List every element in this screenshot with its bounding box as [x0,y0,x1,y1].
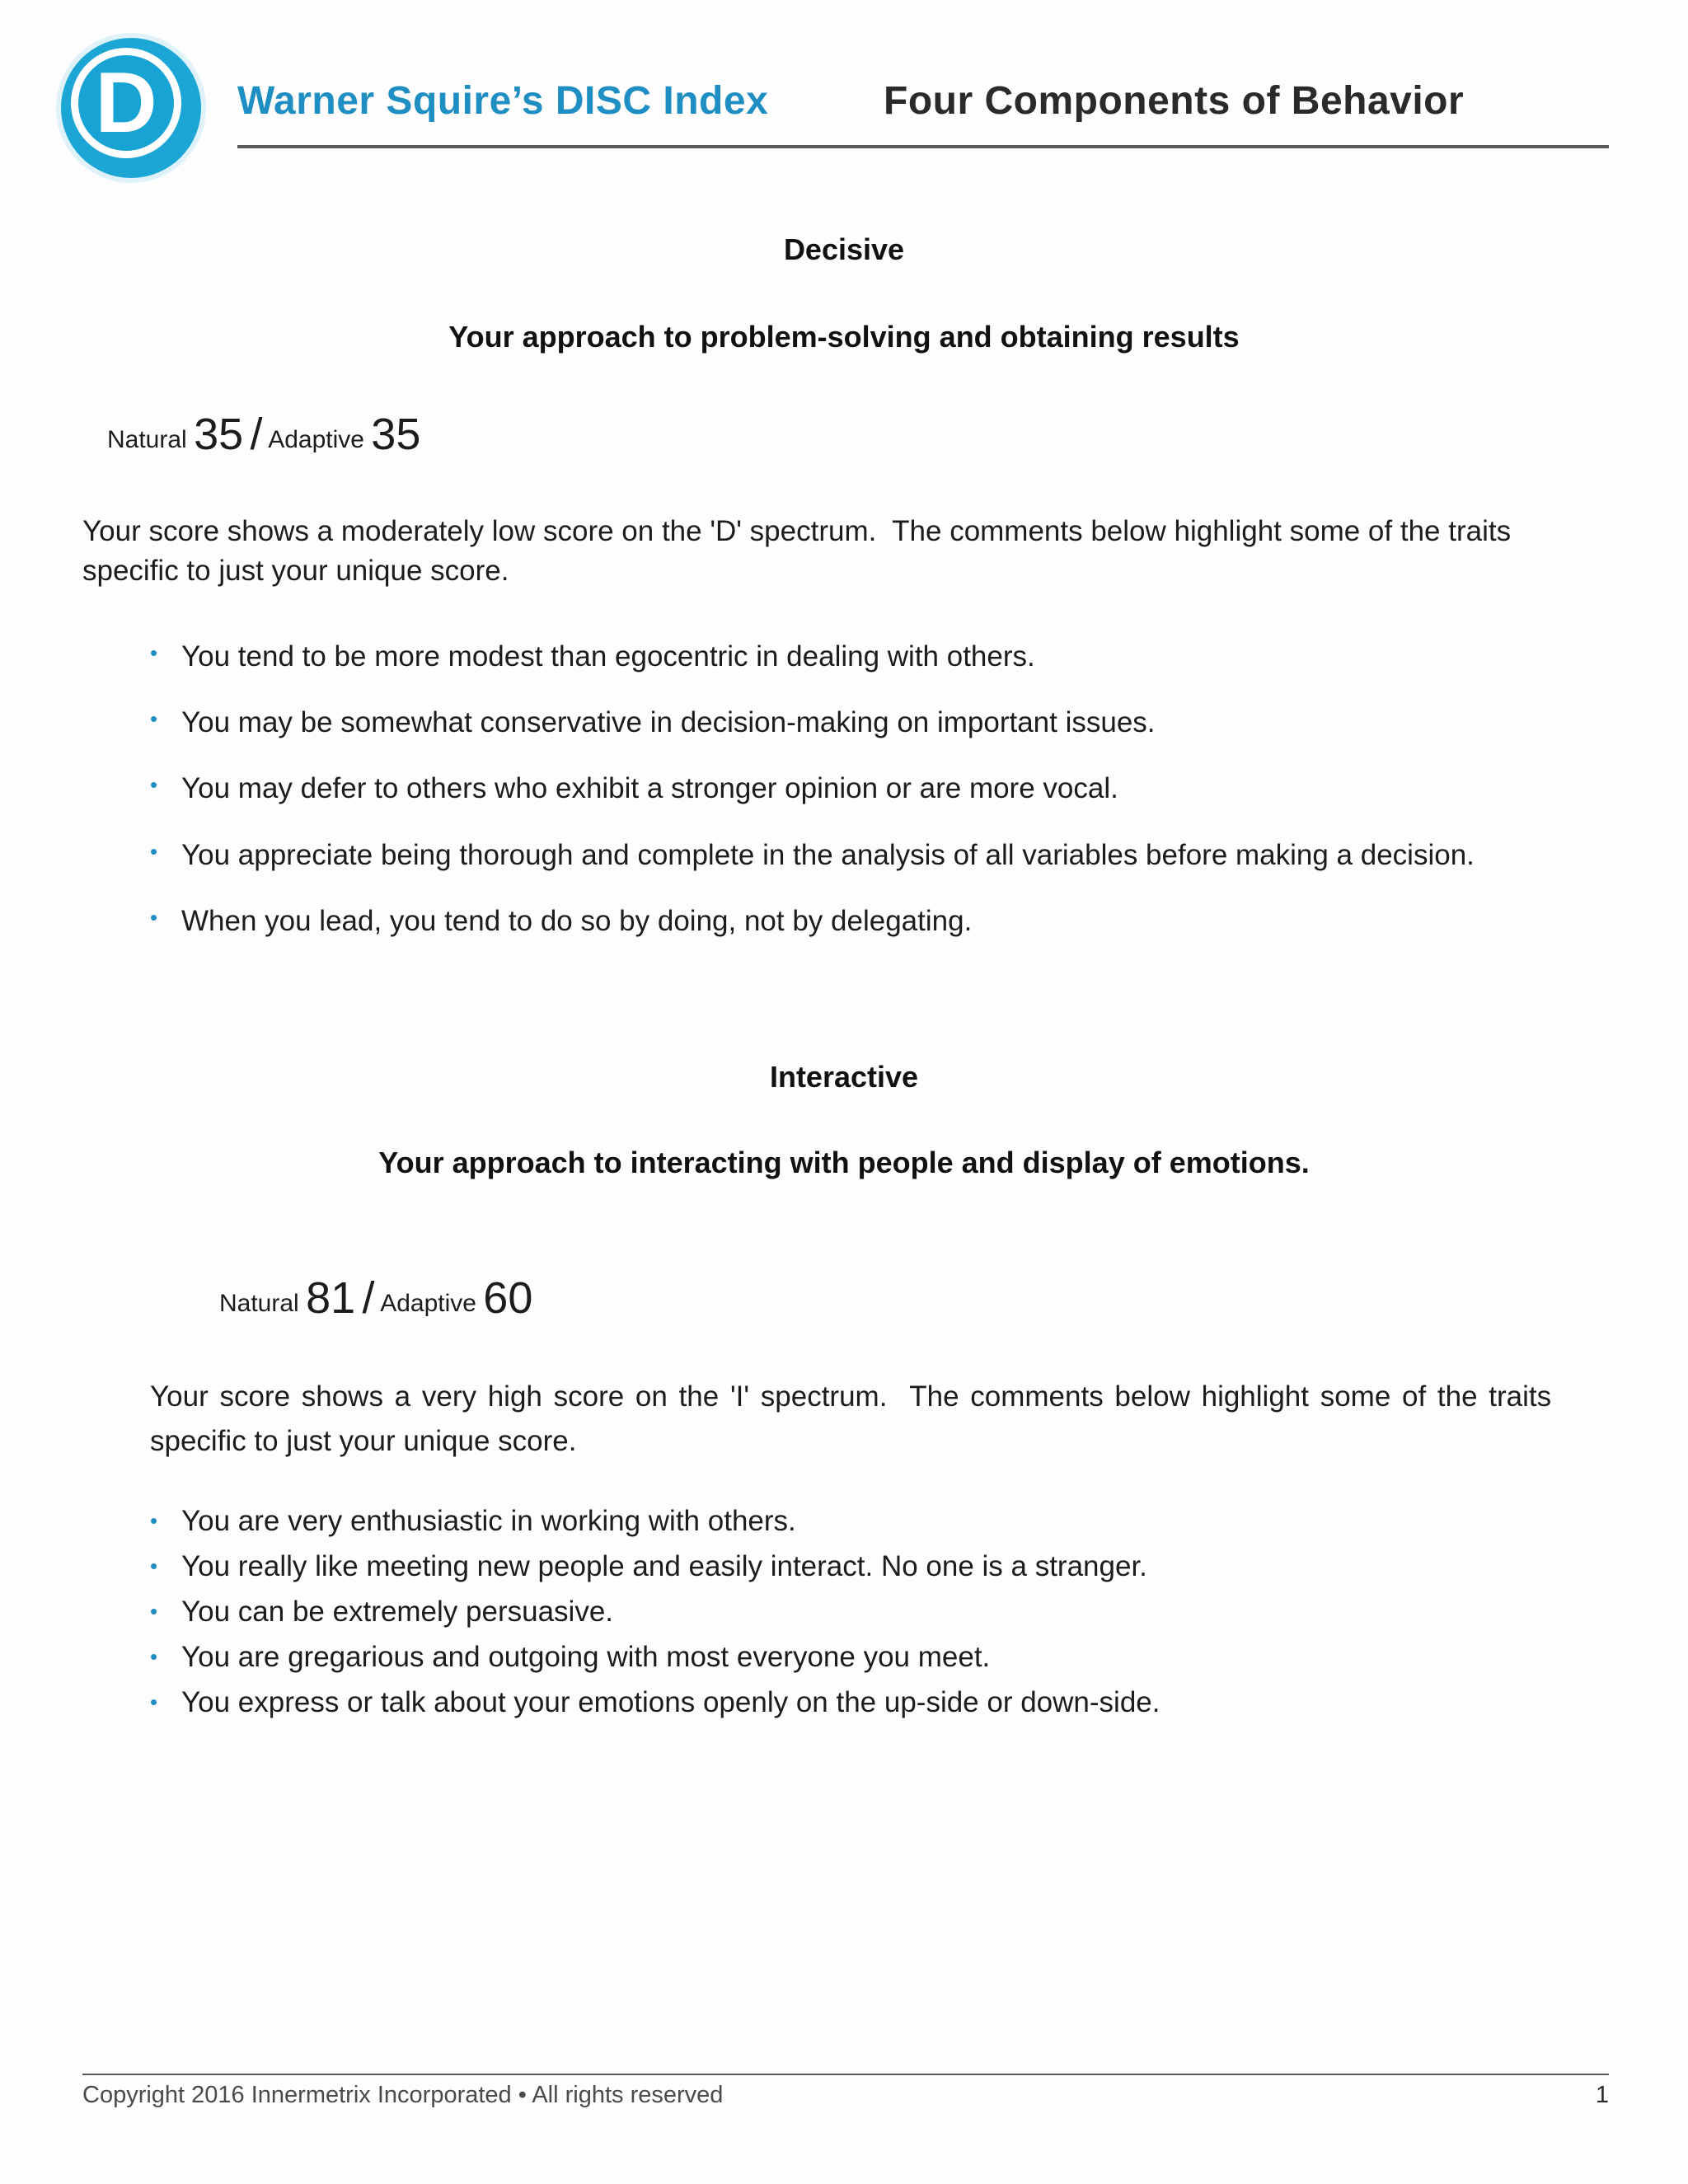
list-item [150,706,1475,739]
bullet-dot-icon: • [150,1690,158,1714]
list-item-text: You are very enthusiastic in working with others. [181,1505,796,1537]
bullet-dot-icon: • [150,1599,158,1624]
list-item-text: You really like meeting new people and easily interact. No one is a stranger. [181,1550,1147,1582]
adaptive-label: Adaptive [380,1290,476,1317]
list-item [150,1680,1160,1725]
list-item [150,1498,1160,1544]
adaptive-score: 60 [483,1273,533,1323]
list-item-text: You express or talk about your emotions openly on the up-side or down-side. [181,1686,1160,1718]
score-line-decisive [107,409,420,460]
page-number: 1 [1595,2082,1609,2108]
bullet-dot-icon: • [150,772,158,797]
section-description-decisive [82,512,1615,591]
natural-label: Natural [219,1290,299,1317]
list-item-text: You may be somewhat conservative in decision-making on important issues. [181,706,1156,738]
list-item-text: You tend to be more modest than egocentric in dealing with others. [181,640,1035,673]
list-item-text: You are gregarious and outgoing with most everyone you meet. [181,1641,991,1673]
section-subheading-decisive: Your approach to problem-solving and obtaining results [448,320,1240,354]
bullet-dot-icon: • [150,640,158,665]
list-item-text: You can be extremely persuasive. [181,1596,614,1628]
section-description-interactive [150,1375,1611,1464]
footer-copyright: Copyright 2016 Innermetrix Incorporated • All rights reserved [82,2082,724,2108]
list-item-text: You appreciate being thorough and complete in the analysis of all variables before making a decision. [181,839,1475,871]
trait-list-decisive [150,640,1475,938]
logo-letter: D [78,55,174,151]
bullet-dot-icon: • [150,839,158,864]
section-heading-interactive: Interactive [769,1060,919,1094]
natural-score: 35 [194,410,244,459]
list-item [150,1634,1160,1680]
list-item [150,772,1475,805]
description-line: specific to just your unique score. [82,555,509,587]
score-separator: / [250,410,263,459]
footer-divider [82,2074,1609,2075]
bullet-dot-icon: • [150,1554,158,1578]
logo-inner [71,48,181,158]
brand-title: Warner Squire’s DISC Index [237,79,769,123]
list-item [150,1589,1160,1634]
list-item [150,640,1475,673]
score-line-interactive [219,1272,532,1324]
page-title: Four Components of Behavior [884,79,1465,123]
adaptive-score: 35 [371,410,421,459]
bullet-dot-icon: • [150,706,158,731]
adaptive-label: Adaptive [268,426,364,453]
disc-logo [56,33,206,183]
description-line: Your score shows a very high score on the 'I' spectrum. The comments below highlight some of the traits [150,1380,1552,1413]
list-item [150,839,1475,872]
bullet-dot-icon: • [150,1644,158,1669]
bullet-dot-icon: • [150,905,158,930]
list-item [150,1544,1160,1589]
list-item-text: You may defer to others who exhibit a stronger opinion or are more vocal. [181,772,1118,804]
bullet-dot-icon: • [150,1508,158,1533]
score-separator: / [362,1273,375,1323]
section-heading-decisive: Decisive [783,232,905,266]
list-item [150,905,1475,938]
trait-list-interactive [150,1498,1160,1725]
list-item-text: When you lead, you tend to do so by doing, not by delegating. [181,905,973,937]
description-line: specific to just your unique score. [150,1425,577,1457]
header-divider [237,145,1609,148]
description-line: Your score shows a moderately low score on the 'D' spectrum. The comments below highlight some of the traits [82,515,1512,547]
natural-score: 81 [306,1273,356,1323]
section-subheading-interactive: Your approach to interacting with people and display of emotions. [378,1146,1310,1179]
natural-label: Natural [107,426,187,453]
